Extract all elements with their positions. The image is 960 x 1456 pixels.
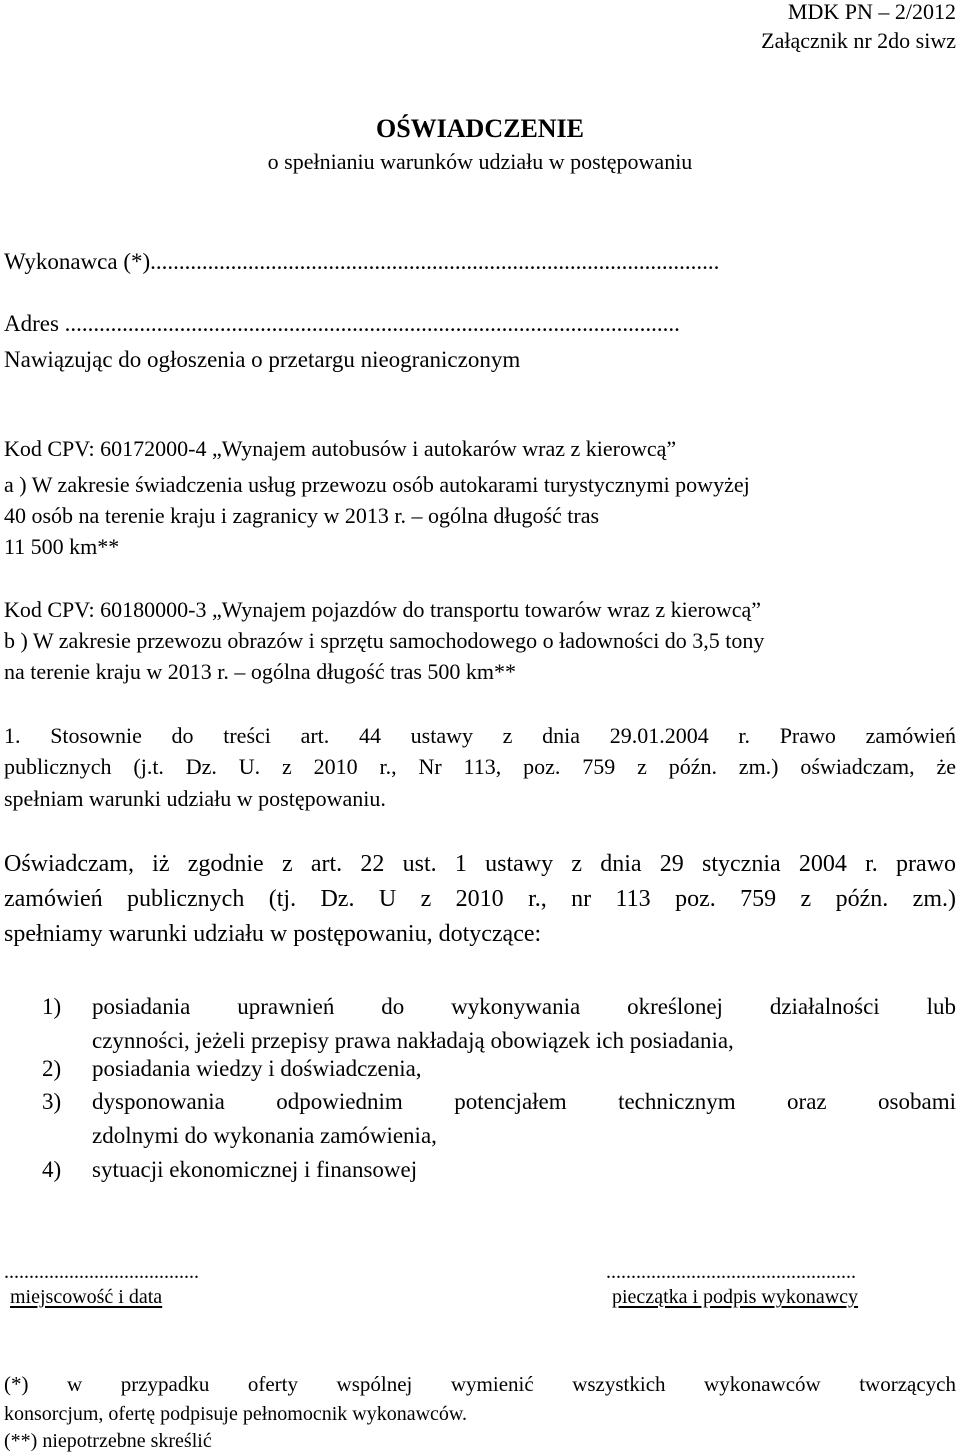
statement-1-line-3: spełniam warunki udziału w postępowaniu.: [4, 786, 386, 811]
list-item-number: 2): [42, 1056, 62, 1081]
statement-2-line-1: Oświadczam, iż zgodnie z art. 22 ust. 1 ustawy z dnia 29 stycznia 2004 r. prawo: [4, 851, 956, 877]
footnote-2: (**) niepotrzebne skreślić: [4, 1430, 212, 1452]
list-item-number: 1): [42, 994, 62, 1019]
statement-1-line-1: 1. Stosownie do treści art. 44 ustawy z dnia 29.01.2004 r. Prawo zamówień: [4, 723, 956, 748]
statement-1-line-2: publicznych (j.t. Dz. U. z 2010 r., Nr 113, poz. 759 z późn. zm.) oświadczam, że: [4, 754, 956, 779]
list-item-number: 4): [42, 1157, 62, 1182]
footnote-1-line-1: (*) w przypadku oferty wspólnej wymienić wszystkich wykonawców tworzących: [4, 1372, 956, 1396]
list-item-number: 3): [42, 1089, 62, 1114]
statement-2-line-3: spełniamy warunki udziału w postępowaniu, dotyczące:: [4, 921, 542, 947]
document-subtitle: o spełnianiu warunków udziału w postępowaniu: [267, 149, 693, 174]
list-item-text: posiadania wiedzy i doświadczenia,: [92, 1056, 422, 1081]
contractor-field: Wykonawca (*)...................................................................................................: [4, 249, 720, 274]
list-item-text-continued: zdolnymi do wykonania zamówienia,: [92, 1123, 437, 1148]
stamp-signature-label: pieczątka i podpis wykonawcy: [612, 1286, 859, 1308]
list-item-text: dysponowania odpowiednim potencjałem technicznym oraz osobami: [92, 1089, 956, 1114]
document-reference: MDK PN – 2/2012: [787, 0, 956, 24]
place-date-dotted-line: .......................................: [4, 1261, 199, 1283]
section-b-line-1: b ) W zakresie przewozu obrazów i sprzętu samochodowego o ładowności do 3,5 tony: [4, 628, 765, 653]
section-a-line-3: 11 500 km**: [4, 534, 120, 559]
place-date-label: miejscowość i data: [10, 1286, 163, 1308]
list-item-text-continued: czynności, jeżeli przepisy prawa nakładają obowiązek ich posiadania,: [92, 1028, 734, 1053]
document-title: OŚWIADCZENIE: [375, 114, 585, 143]
cpv-code-a: Kod CPV: 60172000-4 „Wynajem autobusów i autokarów wraz z kierowcą”: [4, 436, 677, 461]
statement-2-line-2: zamówień publicznych (tj. Dz. U z 2010 r., nr 113 poz. 759 z późn. zm.): [4, 886, 956, 912]
section-b-line-2: na terenie kraju w 2013 r. – ogólna długość tras 500 km**: [4, 659, 517, 684]
intro-text: Nawiązując do ogłoszenia o przetargu nieograniczonym: [4, 347, 521, 372]
list-item-text: sytuacji ekonomicznej i finansowej: [92, 1157, 418, 1182]
section-a-line-2: 40 osób na terenie kraju i zagranicy w 2013 r. – ogólna długość tras: [4, 503, 600, 528]
footnote-1-line-2: konsorcjum, ofertę podpisuje pełnomocnik wykonawców.: [4, 1403, 468, 1425]
cpv-code-b: Kod CPV: 60180000-3 „Wynajem pojazdów do transportu towarów wraz z kierowcą”: [4, 597, 762, 622]
signature-dotted-line: ..................................................: [606, 1261, 856, 1283]
list-item-text: posiadania uprawnień do wykonywania określonej działalności lub: [92, 994, 956, 1019]
attachment-number: Załącznik nr 2do siwz: [761, 28, 956, 53]
address-field: Adres ...........................................................................................................: [4, 311, 680, 336]
section-a-line-1: a ) W zakresie świadczenia usług przewozu osób autokarami turystycznymi powyżej: [4, 472, 750, 497]
